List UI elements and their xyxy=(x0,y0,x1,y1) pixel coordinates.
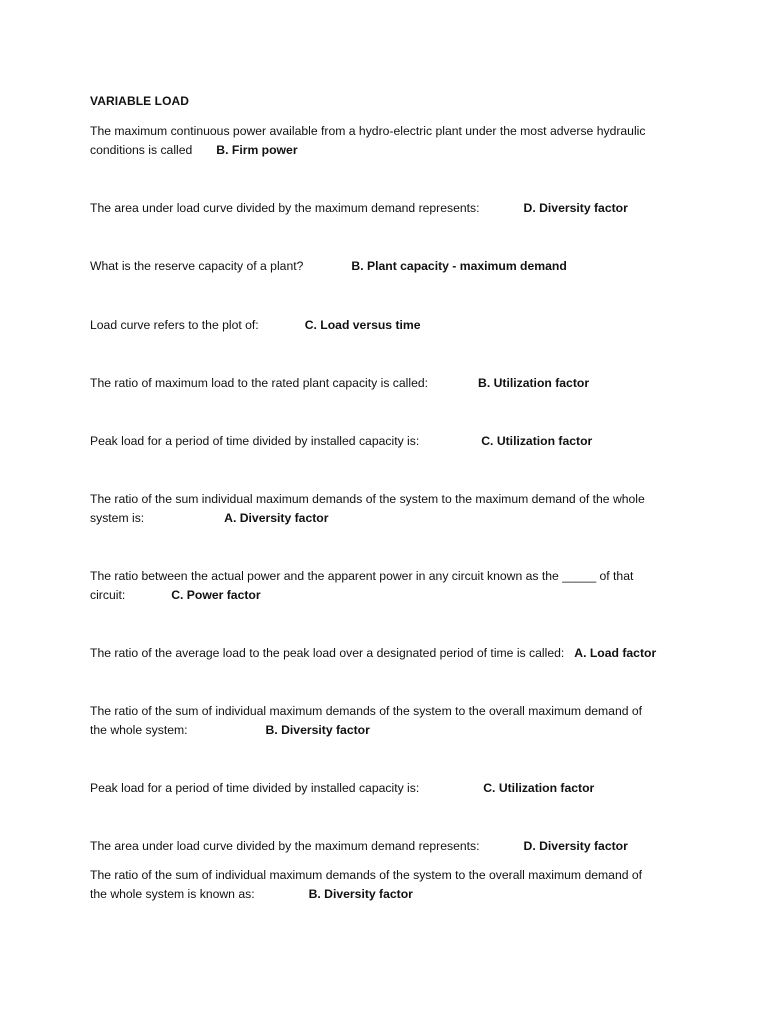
question-continuation xyxy=(90,885,690,904)
question-text: The ratio of the sum individual maximum demands of the system to the maximum demand of the whole xyxy=(90,492,645,506)
qa-item xyxy=(90,866,690,903)
answer-text: C. Utilization factor xyxy=(483,781,595,795)
answer-text: A. Load factor xyxy=(574,646,657,660)
question-text: the whole system is known as: xyxy=(90,886,255,901)
question-line xyxy=(90,837,690,856)
qa-item xyxy=(90,837,690,856)
answer-text: B. Plant capacity - maximum demand xyxy=(351,259,567,273)
qa-item xyxy=(90,374,690,393)
qa-item xyxy=(90,702,690,739)
question-text: The maximum continuous power available from a hydro-electric plant under the most adverse hydraulic xyxy=(90,124,646,138)
answer-text: B. Diversity factor xyxy=(308,886,413,901)
answer-text: C. Utilization factor xyxy=(481,434,593,448)
question-line xyxy=(90,432,690,451)
answer-text: B. Utilization factor xyxy=(478,376,590,390)
question-text: What is the reserve capacity of a plant? xyxy=(90,259,304,273)
qa-item xyxy=(90,316,690,335)
question-text: The ratio between the actual power and the apparent power in any circuit known as the _____ of that xyxy=(90,569,634,583)
question-line xyxy=(90,374,690,393)
question-line xyxy=(90,779,690,798)
question-text: Peak load for a period of time divided by installed capacity is: xyxy=(90,434,420,448)
answer-text: C. Load versus time xyxy=(304,318,421,332)
question-text: The area under load curve divided by the maximum demand represents: xyxy=(90,839,480,853)
answer-text: D. Diversity factor xyxy=(523,839,628,853)
answer-text: A. Diversity factor xyxy=(224,510,329,525)
question-line xyxy=(90,257,690,276)
question-line xyxy=(90,316,690,335)
question-text: conditions is called xyxy=(90,142,193,157)
qa-item xyxy=(90,490,690,527)
qa-item xyxy=(90,199,690,218)
qa-item xyxy=(90,779,690,798)
question-text: The ratio of the average load to the peak load over a designated period of time is called: xyxy=(90,646,565,660)
question-text: The ratio of the sum of individual maximum demands of the system to the overall maximum demand of xyxy=(90,704,643,718)
question-continuation xyxy=(90,141,690,160)
question-line xyxy=(90,644,690,663)
question-continuation xyxy=(90,509,690,528)
question-continuation xyxy=(90,721,690,740)
question-text: The area under load curve divided by the maximum demand represents: xyxy=(90,201,480,215)
question-text: Peak load for a period of time divided by installed capacity is: xyxy=(90,781,420,795)
question-text: The ratio of the sum of individual maximum demands of the system to the overall maximum demand of xyxy=(90,868,643,882)
question-line xyxy=(90,199,690,218)
question-text: The ratio of maximum load to the rated plant capacity is called: xyxy=(90,376,429,390)
answer-text: D. Diversity factor xyxy=(523,201,628,215)
question-text: circuit: xyxy=(90,587,126,602)
document-title: VARIABLE LOAD xyxy=(90,94,190,108)
answer-text: B. Diversity factor xyxy=(265,722,370,737)
qa-item xyxy=(90,567,690,604)
question-text: the whole system: xyxy=(90,722,188,737)
question-text: system is: xyxy=(90,510,145,525)
question-text: Load curve refers to the plot of: xyxy=(90,318,259,332)
qa-item xyxy=(90,432,690,451)
qa-item xyxy=(90,644,690,663)
qa-item xyxy=(90,257,690,276)
answer-text: C. Power factor xyxy=(171,587,261,602)
question-continuation xyxy=(90,586,690,605)
answer-text: B. Firm power xyxy=(216,142,298,157)
qa-item xyxy=(90,122,690,159)
